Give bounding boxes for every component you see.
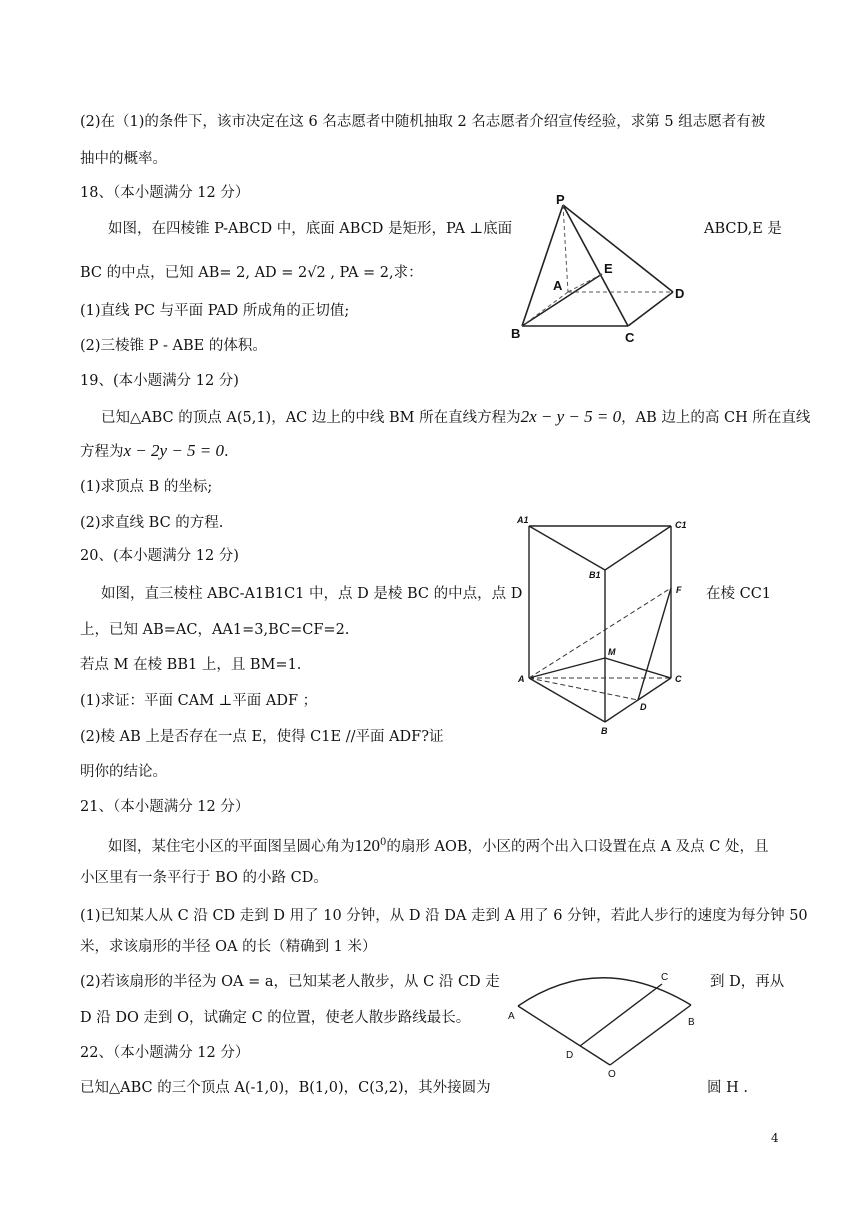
label-a: A [508,1011,515,1022]
q17-part2-line2: 抽中的概率。 [80,151,167,167]
q20-text-c: 若点 M 在棱 BB1 上，且 BM=1. [80,657,302,673]
q19-part2: (2)求直线 BC 的方程. [80,515,224,531]
q21-part1-a: (1)已知某人从 C 沿 CD 走到 D 用了 10 分钟，从 D 沿 DA 走到 A 用了 6 分钟，若此人步行的速度为每分钟 50 [80,908,808,924]
label-c: C [625,330,635,345]
label-d: D [675,286,685,301]
q20-text-b: 上，已知 AB=AC，AA1=3,BC=CF=2. [80,622,350,638]
label-o: O [608,1069,616,1080]
label-a1: A1 [517,515,529,525]
edge-ab [529,678,605,722]
label-p: P [556,192,565,207]
q18-text-a: 如图，在四棱锥 P-ABCD 中，底面 ABCD 是矩形，PA ⊥底面 [108,221,513,237]
sector-figure [500,965,710,1085]
edge-a1b1 [529,526,605,570]
q18-part2: (2)三棱锥 P - ABE 的体积。 [80,338,267,354]
label-b: B [601,726,608,736]
q21-text-b: 小区里有一条平行于 BO 的小路 CD。 [80,870,328,886]
q20-part2-cont: 明你的结论。 [80,764,167,780]
q21-text-a [108,833,769,857]
label-f: F [676,585,682,595]
segment-af [529,588,671,678]
q19-equation-ch: x − 2y − 5 = 0 [123,441,225,460]
label-a: A [553,278,563,293]
q18-heading: 18、（本小题满分 12 分） [80,185,250,201]
pyramid-figure [500,190,700,350]
q19-text-b [80,441,229,462]
q18-text-b: BC 的中点，已知 AB= 2, AD = 2√2 , PA = 2,求： [80,265,423,281]
q18-text-a-right: ABCD,E 是 [704,221,782,237]
label-b1: B1 [589,570,601,580]
q20-text-a: 如图，直三棱柱 ABC-A1B1C1 中，点 D 是棱 BC 的中点，点 D [101,586,523,602]
label-m: M [608,647,616,657]
edge-cd [628,292,673,326]
segment-mc [605,658,671,678]
q19-heading: 19、(本小题满分 12 分) [80,373,239,389]
edge-pa [563,205,568,292]
label-b: B [511,326,521,341]
edge-b1c1 [605,526,671,570]
q20-text-a-right: 在棱 CC1 [706,586,772,602]
q17-part2-line1: (2)在（1)的条件下，该市决定在这 6 名志愿者中随机抽取 2 名志愿者介绍宣传经验，求第 5 组志愿者有被 [80,114,766,130]
q21-angle: 120 [354,835,380,855]
q21-part1-b: 米，求该扇形的半径 OA 的长（精确到 1 米） [80,939,377,955]
q19-equation-bm: 2x − y − 5 = 0 [520,407,622,426]
q19-text-a2: ，AB 边上的高 CH 所在直线 [621,410,811,426]
q19-part1: (1)求顶点 B 的坐标; [80,479,213,495]
q22-text-a: 已知△ABC 的三个顶点 A(-1,0)，B(1,0)，C(3,2)，其外接圆为 [80,1080,491,1096]
page-number: 4 [771,1131,779,1145]
q18-part1: (1)直线 PC 与平面 PAD 所成角的正切值; [80,303,350,319]
label-e: E [604,261,613,276]
q21-part2-b: D 沿 DO 走到 O，试确定 C 的位置，使老人散步路线最长。 [80,1010,471,1026]
radius-oa [518,1006,610,1065]
label-d: D [640,702,647,712]
q19-text-b2: . [224,444,229,460]
q21-part2-a-right: 到 D，再从 [710,974,785,990]
q21-part2-a: (2)若该扇形的半径为 OA = a，已知某老人散步，从 C 沿 CD 走 [80,974,500,990]
q19-text-a1: 已知△ABC 的顶点 A(5,1)，AC 边上的中线 BM 所在直线方程为 [101,410,521,426]
q22-text-a-right: 圆 H . [707,1080,748,1096]
label-d: D [566,1050,574,1061]
q21-text-a1: 如图，某住宅小区的平面图呈圆心角为 [108,838,355,855]
edge-pc [563,205,628,326]
q21-text-a2: 的扇形 AOB，小区的两个出入口设置在点 A 及点 C 处，且 [386,838,769,855]
edge-pd [563,205,673,292]
edge-pb [522,205,563,326]
label-c1: C1 [675,520,687,530]
path-cd [580,984,662,1046]
q20-part1: (1)求证：平面 CAM ⊥平面 ADF ； [80,693,318,709]
q19-text-a [101,407,810,428]
segment-am [529,658,605,678]
q20-part2: (2)棱 AB 上是否存在一点 E，使得 C1E //平面 ADF?证 [80,729,444,745]
prism-figure [505,512,705,742]
label-a: A [518,674,525,684]
q19-text-b1: 方程为 [80,444,124,460]
q20-heading: 20、(本小题满分 12 分) [80,548,239,564]
q21-heading: 21、（本小题满分 12 分） [80,799,250,815]
segment-df [638,588,671,700]
segment-ad [529,678,638,700]
q22-heading: 22、（本小题满分 12 分） [80,1045,250,1061]
q21-degree: 0 [380,837,387,848]
label-c: C [661,972,669,983]
label-b: B [688,1017,695,1028]
label-c: C [675,674,682,684]
